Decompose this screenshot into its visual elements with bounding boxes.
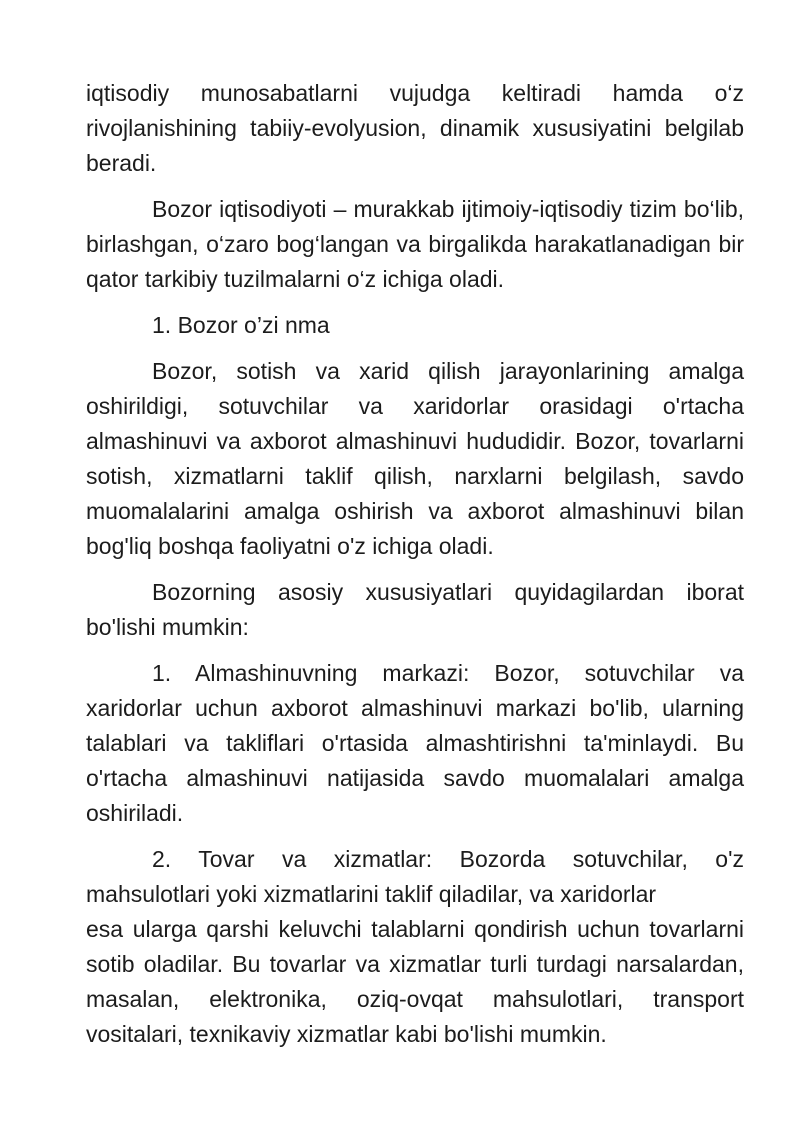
paragraph-market-features-intro: Bozorning asosiy xususiyatlari quyidagilardan iborat bo'lishi mumkin:: [86, 579, 744, 640]
paragraph-intro-continued: iqtisodiy munosabatlarni vujudga keltiradi hamda o‘z rivojlanishining tabiiy-evolyusion, dinamik xususiyatini belgilab beradi.: [86, 80, 744, 176]
paragraph-feature-2: [86, 842, 744, 1052]
paragraph-feature-1: 1. Almashinuvning markazi: Bozor, sotuvchilar va xaridorlar uchun axborot almashinuvi markazi bo'lib, ularning talablari va takliflari o'rtasida almashtirishni ta'minlaydi. Bu o'rtacha almashinuvi natijasida savdo muomalalari amalga oshiriladi.: [86, 660, 744, 826]
paragraph-market-definition: Bozor, sotish va xarid qilish jarayonlarining amalga oshirildigi, sotuvchilar va xaridorlar orasidagi o'rtacha almashinuvi va axborot almashinuvi hududidir. Bozor, tovarlarni sotish, xizmatlarni taklif qilish, narxlarni belgilash, savdo muomalalarini amalga oshirish va axborot almashinuvi bilan bog'liq boshqa faoliyatni o'z ichiga oladi.: [86, 358, 744, 559]
section-heading: 1. Bozor o’zi nma: [152, 312, 330, 338]
paragraph-feature-2-rest: esa ularga qarshi keluvchi talablarni qondirish uchun tovarlarni sotib oladilar. Bu tovarlar va xizmatlar turli turdagi narsalardan, masalan, elektronika, oziq-ovqat mahsulotlari, transport vositalari, texnikaviy xizmatlar kabi bo'lishi mumkin.: [86, 916, 744, 1047]
paragraph-feature-2-line-1: 2. Tovar va xizmatlar: Bozorda sotuvchilar, o'z: [152, 846, 744, 872]
paragraph-feature-2-line-2: mahsulotlari yoki xizmatlarini taklif qiladilar, va xaridorlar: [86, 881, 657, 907]
document-page: [86, 76, 744, 1052]
paragraph-market-economy: Bozor iqtisodiyoti – murakkab ijtimoiy-iqtisodiy tizim bo‘lib, birlashgan, o‘zaro bog‘langan va birgalikda harakatlanadigan bir qator tarkibiy tuzilmalarni o‘z ichiga oladi.: [86, 196, 744, 292]
